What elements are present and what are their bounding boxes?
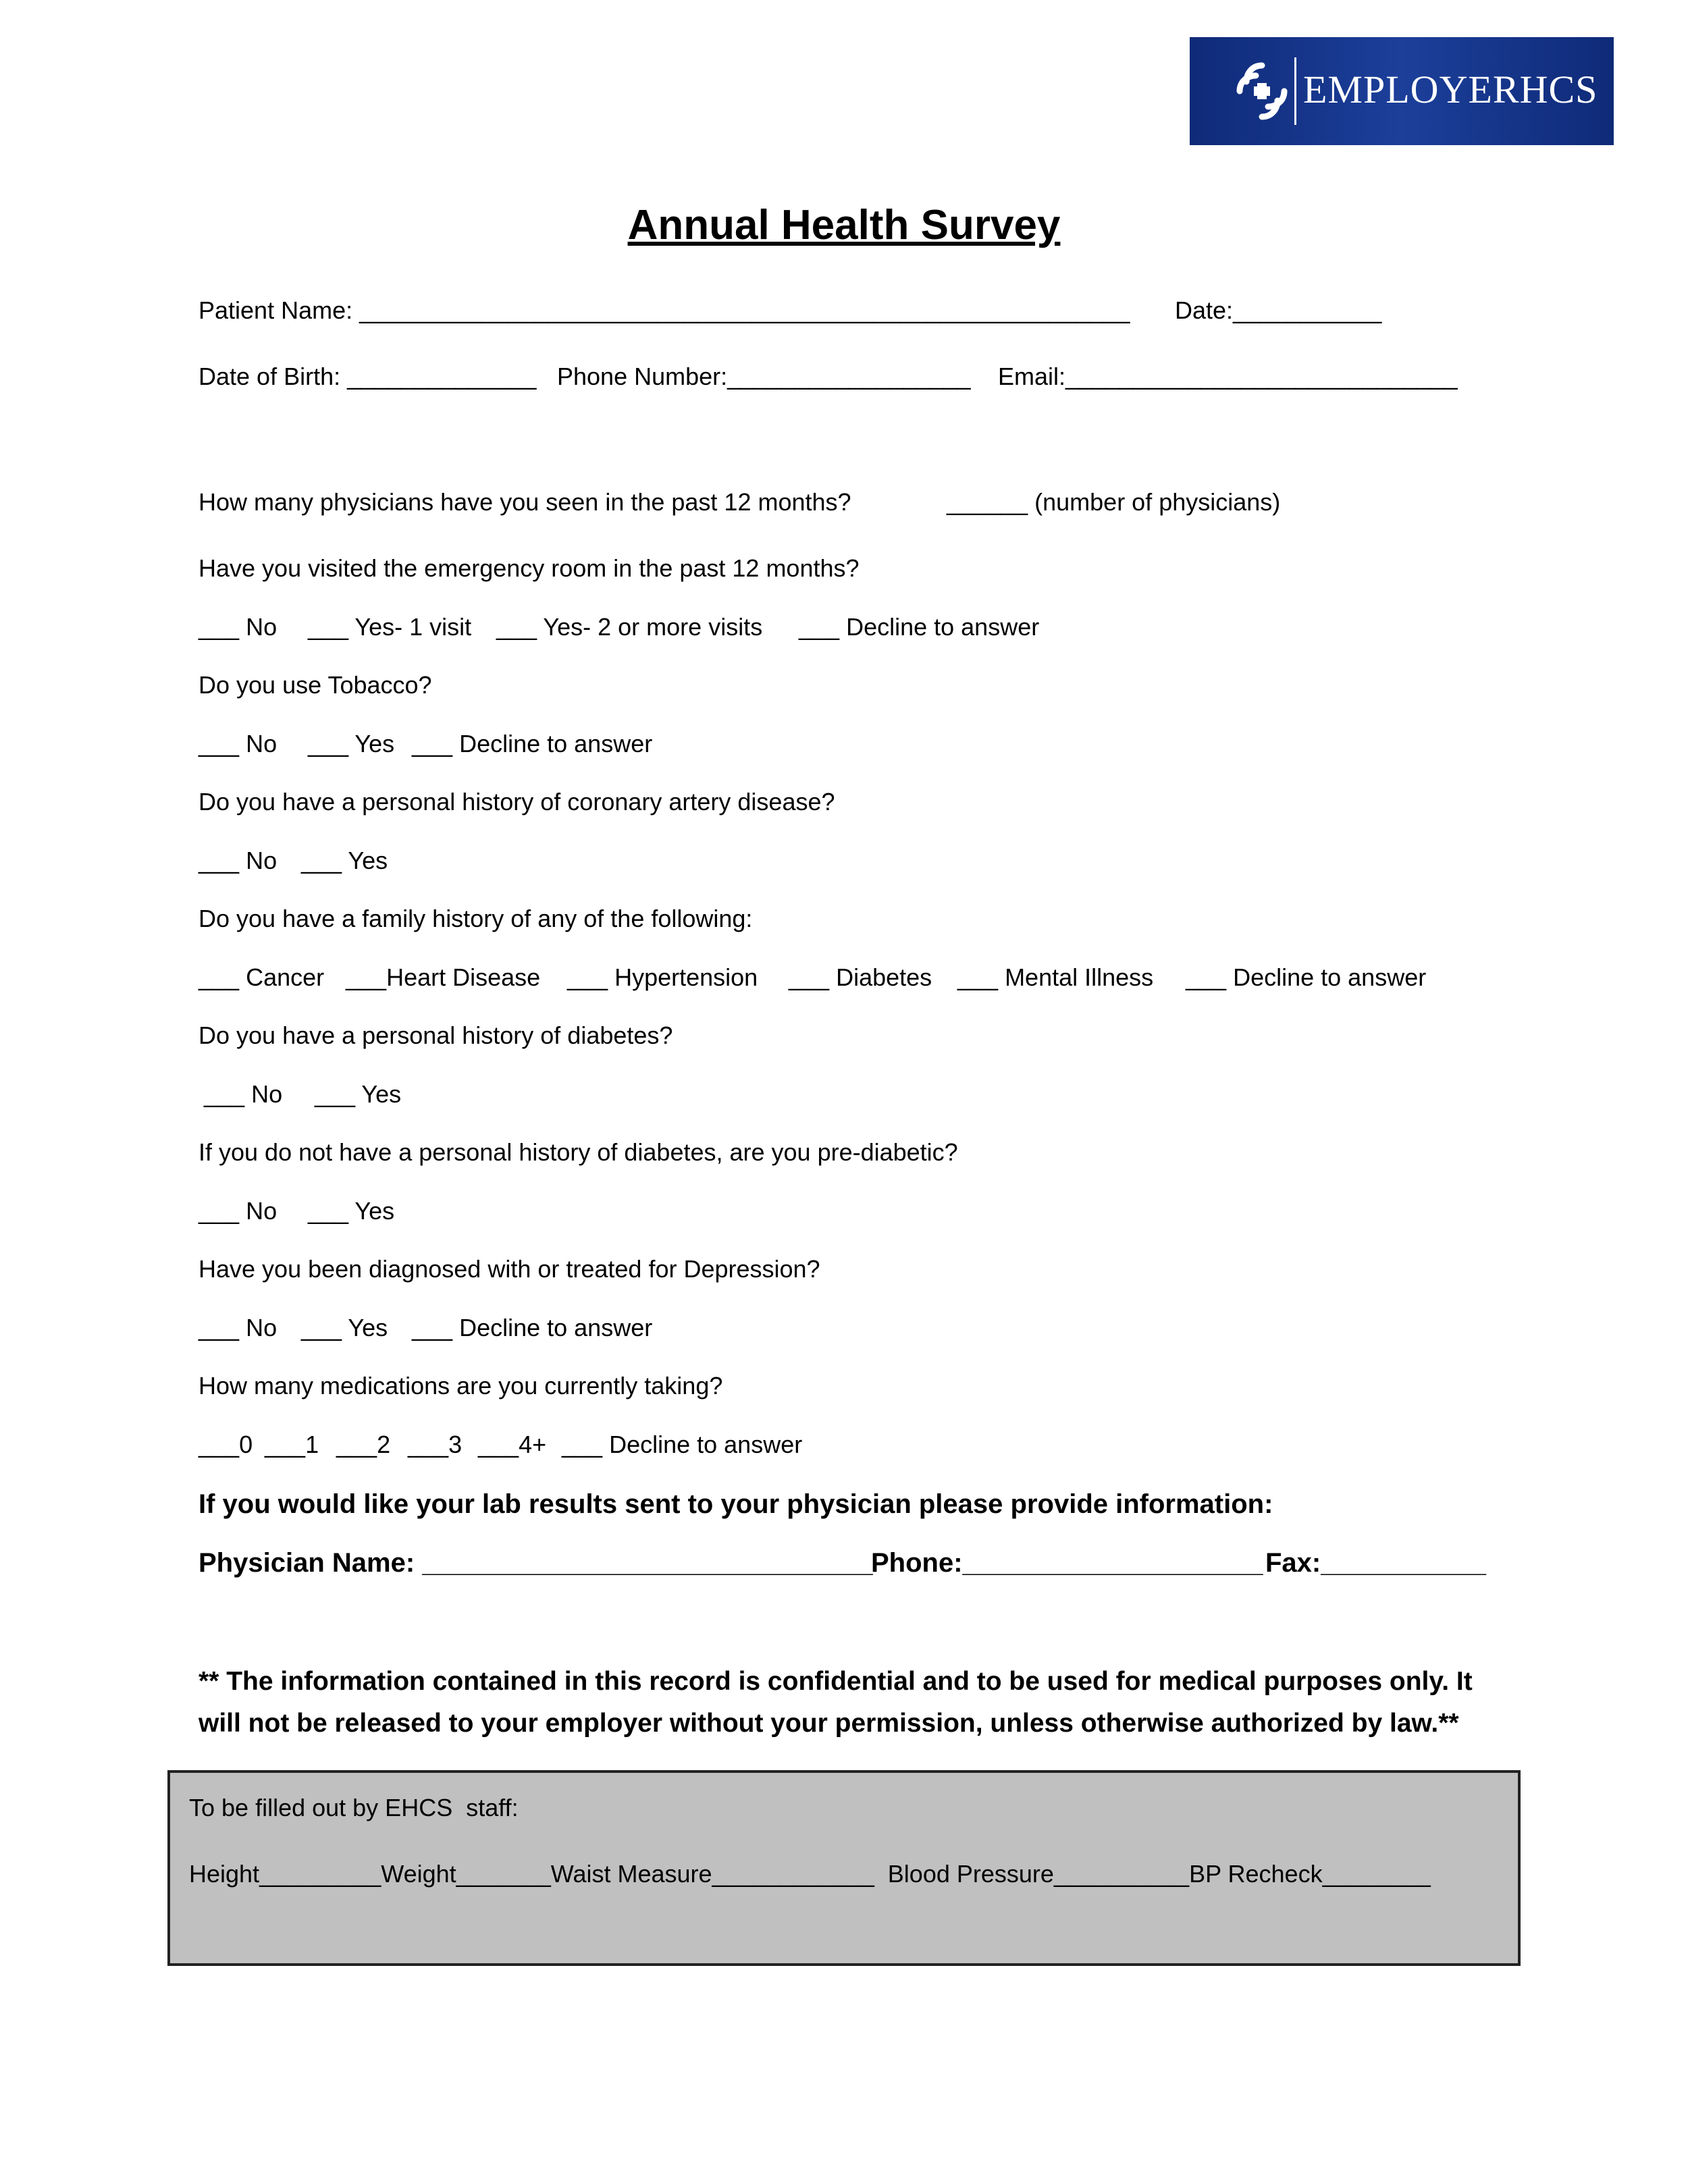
option-depression-yes[interactable]: ___ Yes bbox=[301, 1314, 388, 1341]
question-emergency-room: Have you visited the emergency room in the past 12 months? bbox=[199, 554, 860, 582]
question-medications: How many medications are you currently taking? bbox=[199, 1372, 723, 1400]
option-family-diabetes[interactable]: ___ Diabetes bbox=[789, 963, 932, 991]
option-tobacco-no[interactable]: ___ No bbox=[199, 730, 278, 757]
question-family-history: Do you have a family history of any of the following: bbox=[199, 905, 753, 932]
employer-hcs-logo bbox=[1190, 37, 1614, 145]
option-depression-decline[interactable]: ___ Decline to answer bbox=[412, 1314, 653, 1341]
option-meds-1[interactable]: ___1 bbox=[265, 1431, 319, 1458]
cross-emblem-icon bbox=[1232, 57, 1292, 125]
question-tobacco: Do you use Tobacco? bbox=[199, 671, 432, 699]
physician-fax-field[interactable]: Fax:___________ bbox=[1265, 1548, 1486, 1578]
option-meds-4-plus[interactable]: ___4+ bbox=[478, 1431, 547, 1458]
logo-divider bbox=[1294, 57, 1296, 125]
option-meds-0[interactable]: ___0 bbox=[199, 1431, 253, 1458]
physician-name-field[interactable]: Physician Name: ______________________________ bbox=[199, 1548, 873, 1578]
staff-section-heading: To be filled out by EHCS staff: bbox=[189, 1794, 519, 1821]
staff-section bbox=[167, 1770, 1521, 1966]
option-er-no[interactable]: ___ No bbox=[199, 613, 278, 641]
option-meds-3[interactable]: ___3 bbox=[408, 1431, 463, 1458]
confidentiality-notice-line-2: will not be released to your employer without your permission, unless otherwise authorized by law.** bbox=[199, 1709, 1459, 1738]
option-family-cancer[interactable]: ___ Cancer bbox=[199, 963, 325, 991]
option-family-hypertension[interactable]: ___ Hypertension bbox=[567, 963, 758, 991]
phone-number-field[interactable]: Phone Number:__________________ bbox=[557, 363, 971, 390]
option-diabetes-no[interactable]: ___ No bbox=[204, 1080, 283, 1108]
option-tobacco-decline[interactable]: ___ Decline to answer bbox=[412, 730, 653, 757]
option-diabetes-yes[interactable]: ___ Yes bbox=[315, 1080, 402, 1108]
option-prediabetic-yes[interactable]: ___ Yes bbox=[308, 1197, 395, 1225]
question-depression: Have you been diagnosed with or treated for Depression? bbox=[199, 1255, 820, 1283]
option-er-yes-2-plus-visits[interactable]: ___ Yes- 2 or more visits bbox=[496, 613, 763, 641]
question-pre-diabetic: If you do not have a personal history of diabetes, are you pre-diabetic? bbox=[199, 1138, 958, 1166]
option-er-decline[interactable]: ___ Decline to answer bbox=[799, 613, 1040, 641]
option-meds-2[interactable]: ___2 bbox=[336, 1431, 391, 1458]
option-cad-no[interactable]: ___ No bbox=[199, 847, 278, 874]
logo-wordmark: EMPLOYERHCS bbox=[1303, 68, 1598, 111]
option-depression-no[interactable]: ___ No bbox=[199, 1314, 278, 1341]
question-personal-diabetes: Do you have a personal history of diabetes? bbox=[199, 1021, 673, 1049]
date-of-birth-field[interactable]: Date of Birth: ______________ bbox=[199, 363, 537, 390]
option-family-mental-illness[interactable]: ___ Mental Illness bbox=[957, 963, 1154, 991]
option-prediabetic-no[interactable]: ___ No bbox=[199, 1197, 278, 1225]
date-field[interactable]: Date:___________ bbox=[1175, 296, 1382, 324]
option-tobacco-yes[interactable]: ___ Yes bbox=[308, 730, 395, 757]
page-title: Annual Health Survey bbox=[627, 202, 1061, 248]
option-family-heart-disease[interactable]: ___Heart Disease bbox=[346, 963, 541, 991]
option-meds-decline[interactable]: ___ Decline to answer bbox=[562, 1431, 803, 1458]
physicians-count-field[interactable]: ______ (number of physicians) bbox=[947, 488, 1281, 516]
option-er-yes-1-visit[interactable]: ___ Yes- 1 visit bbox=[308, 613, 472, 641]
confidentiality-notice-line-1: ** The information contained in this record is confidential and to be used for medical purposes only. It bbox=[199, 1667, 1473, 1696]
option-cad-yes[interactable]: ___ Yes bbox=[301, 847, 388, 874]
option-family-decline[interactable]: ___ Decline to answer bbox=[1186, 963, 1427, 991]
question-physicians-seen: How many physicians have you seen in the past 12 months? bbox=[199, 488, 851, 516]
physician-phone-field[interactable]: Phone:____________________ bbox=[871, 1548, 1263, 1578]
question-coronary-artery-disease: Do you have a personal history of coronary artery disease? bbox=[199, 788, 835, 816]
physician-info-prompt: If you would like your lab results sent to your physician please provide information: bbox=[199, 1489, 1273, 1519]
staff-measurements-fields[interactable]: Height_________Weight_______Waist Measure____________ Blood Pressure__________BP Recheck________ bbox=[189, 1860, 1431, 1888]
email-field[interactable]: Email:_____________________________ bbox=[998, 363, 1458, 390]
patient-name-field[interactable]: Patient Name: _________________________________________________________ bbox=[199, 296, 1130, 324]
